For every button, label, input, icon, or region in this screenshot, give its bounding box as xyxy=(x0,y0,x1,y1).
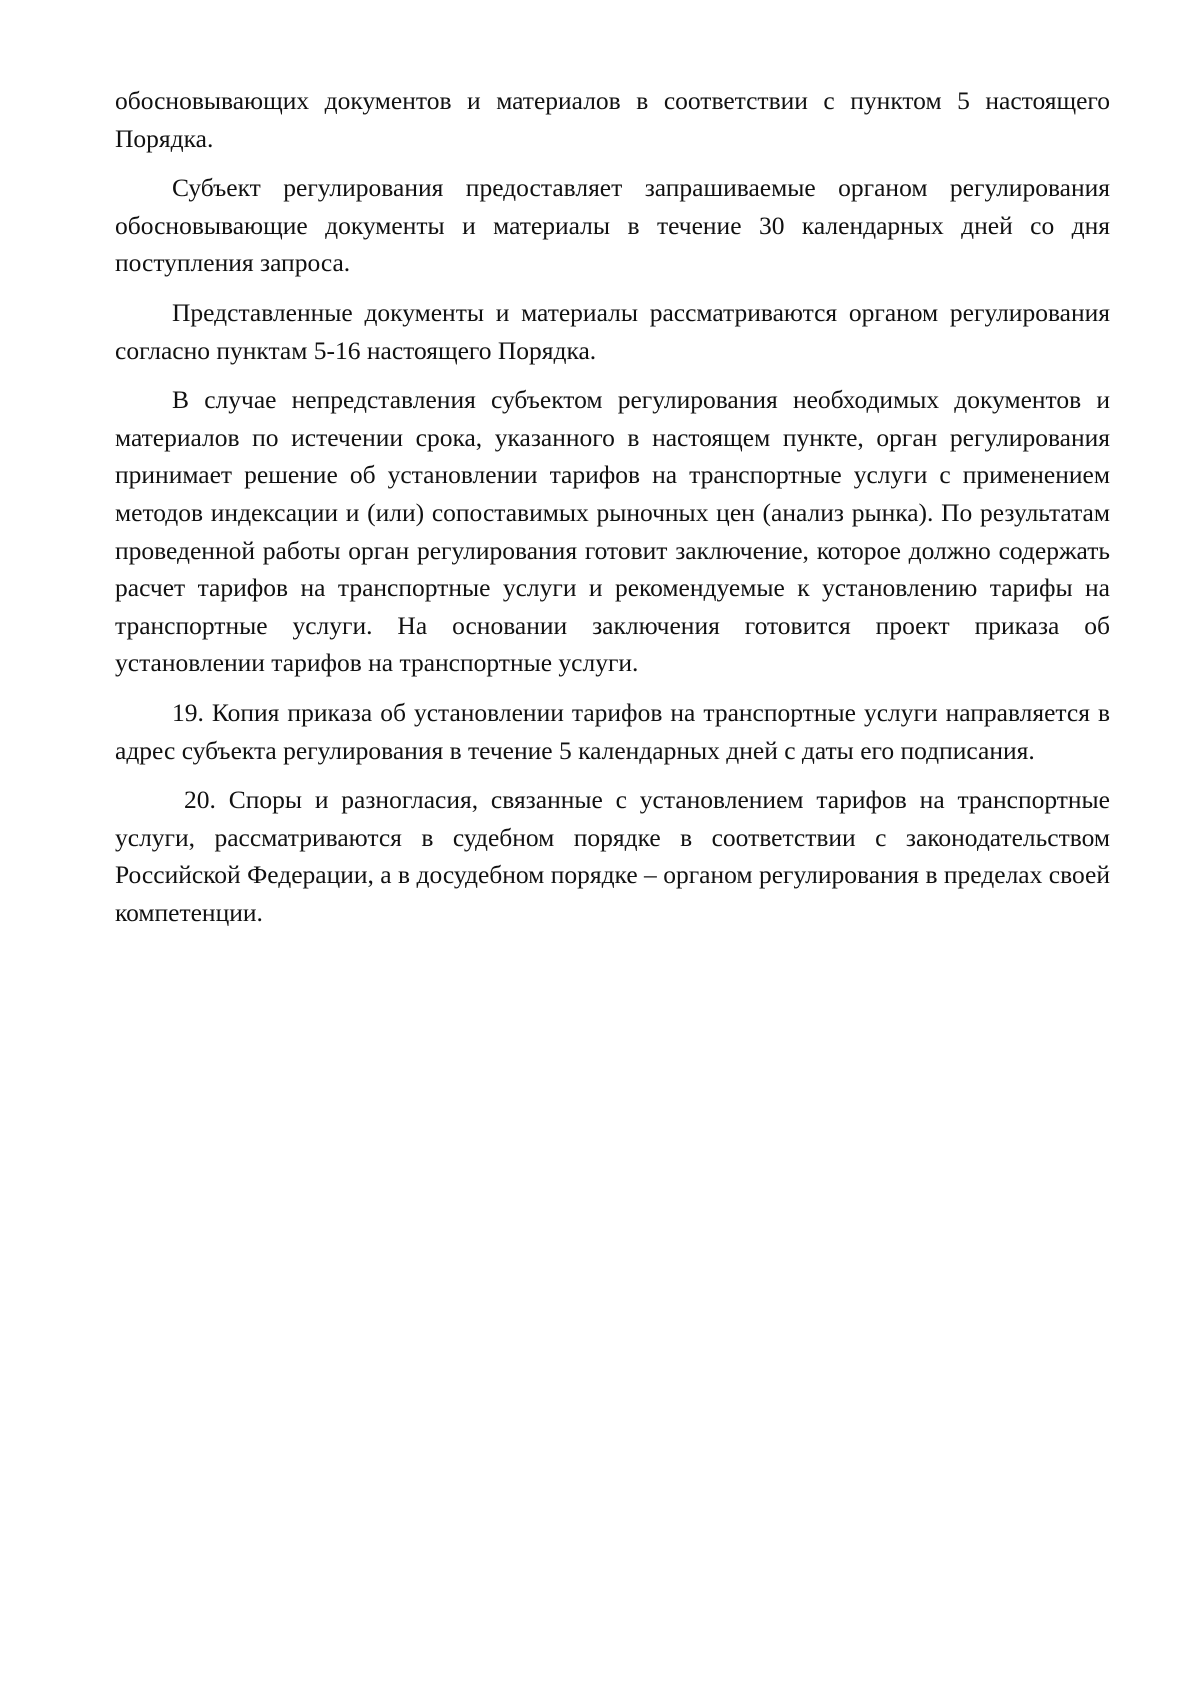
paragraph-subject-provides: Субъект регулирования предоставляет запрашиваемые органом регулирования обосновывающие документы и материалы в течение 30 календарных дней со дня поступления запроса. xyxy=(115,173,1110,278)
paragraph-continuation: обосновывающих документов и материалов в соответствии с пунктом 5 настоящего Порядка. xyxy=(115,86,1110,153)
document-body xyxy=(115,82,1110,943)
paragraph-non-submission: В случае непредставления субъектом регулирования необходимых документов и материалов по истечении срока, указанного в настоящем пункте, орган регулирования принимает решение об установлении тарифов на транспортные услуги с применением методов индексации и (или) сопоставимых рыночных цен (анализ рынка). По результатам проведенной работы орган регулирования готовит заключение, которое должно содержать расчет тарифов на транспортные услуги и рекомендуемые к установлению тарифы на транспортные услуги. На основании заключения готовится проект приказа об установлении тарифов на транспортные услуги. xyxy=(115,385,1110,678)
paragraph-item-19: 19. Копия приказа об установлении тарифов на транспортные услуги направляется в адрес субъекта регулирования в течение 5 календарных дней с даты его подписания. xyxy=(115,697,1110,765)
paragraph-item-20: 20. Споры и разногласия, связанные с установлением тарифов на транспортные услуги, рассматриваются в судебном порядке в соответствии с законодательством Российской Федерации, а в досудебном порядке – органом регулирования в пределах своей компетенции. xyxy=(115,785,1110,927)
paragraph-documents-reviewed: Представленные документы и материалы рассматриваются органом регулирования согласно пунктам 5-16 настоящего Порядка. xyxy=(115,297,1110,365)
